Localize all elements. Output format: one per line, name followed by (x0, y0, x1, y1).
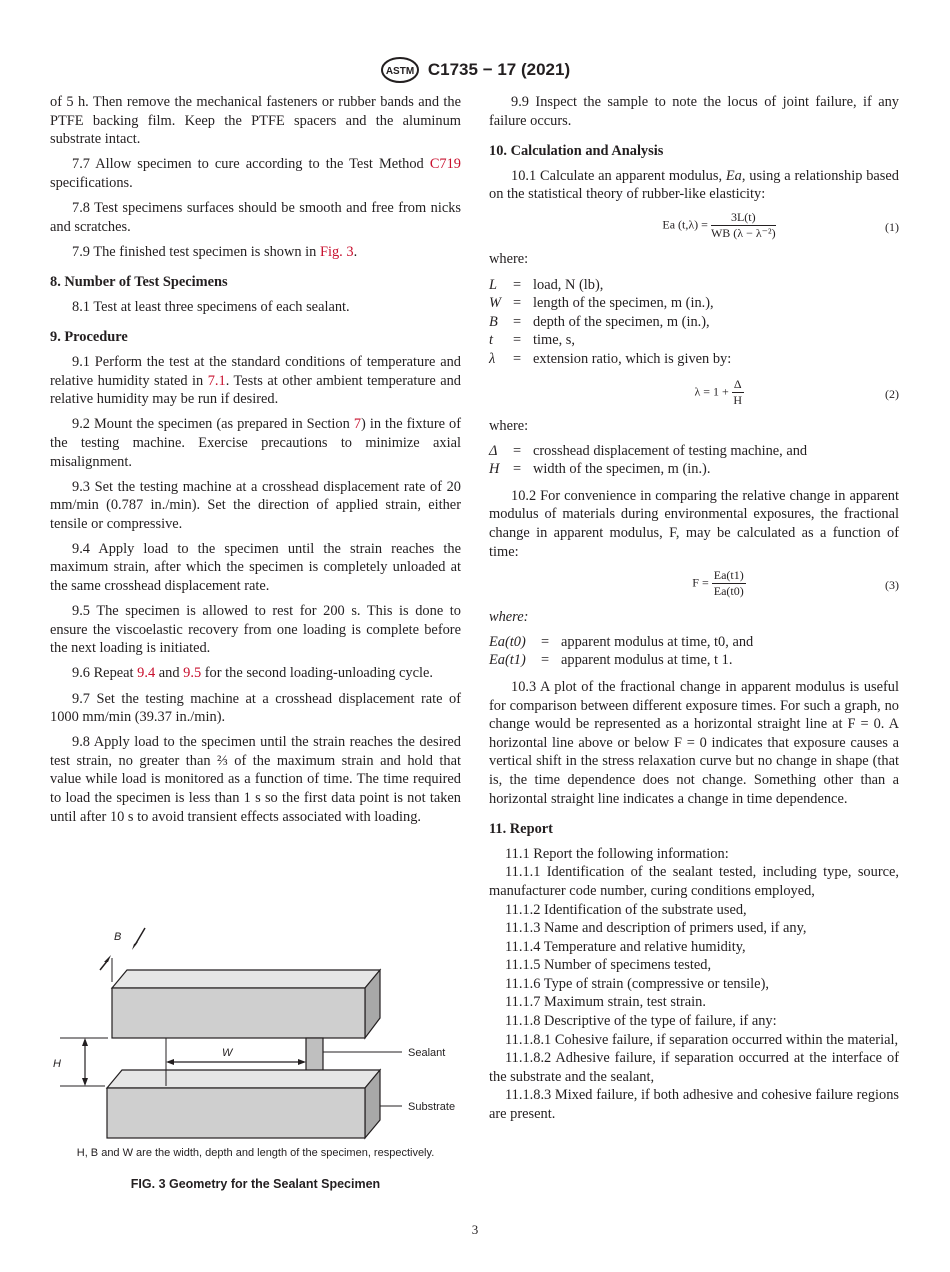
definitions-list-1 (489, 276, 899, 369)
eq2-denominator: H (733, 392, 742, 407)
text: . Tests at other ambient temperature and relative humidity may be run if desired. (50, 372, 461, 408)
eq2-number: (2) (885, 386, 899, 401)
definition-text: apparent modulus at time, t0, and (561, 633, 754, 650)
text: , using a relationship based on the statistical theory of rubber-like elasticity: (489, 167, 899, 203)
link-9-4[interactable]: 9.4 (137, 665, 156, 682)
paragraph-10-1 (489, 167, 899, 204)
definition-symbol: t (489, 332, 493, 349)
link-c719[interactable]: C719 (429, 156, 461, 173)
definition-text: crosshead displacement of testing machine, and (533, 442, 808, 459)
eq3-denominator: Ea(t0) (713, 583, 744, 598)
paragraph-9-2 (50, 415, 461, 471)
where-label-1: where: (489, 251, 529, 268)
text: 7.9 The finished test specimen is shown in (72, 243, 317, 260)
paragraph-10-2: 10.2 For convenience in comparing the relative change in apparent modulus of materials during environmental exposures, the fractional change in apparent modulus, F, may be calculated as a function of time: (489, 487, 899, 560)
h-arrowhead-bottom (82, 1078, 88, 1086)
equation-2 (489, 377, 899, 411)
top-block-top-face (112, 970, 380, 988)
paragraph-9-6 (50, 664, 461, 683)
astm-logo-icon (380, 56, 420, 84)
right-column (489, 93, 899, 1124)
definition-equals: = (513, 350, 522, 367)
paragraph-9-3: 9.3 Set the testing machine at a crosshead displacement rate of 20 mm/min (0.787 in./min). Set the direction of applied strain, either tensile or compressive. (50, 478, 461, 532)
definition-row (489, 276, 899, 295)
heading-section-9: 9. Procedure (50, 329, 128, 346)
b-arrowhead-top (132, 942, 138, 950)
symbol-ea: Ea (725, 167, 742, 184)
report-item: 11.1.6 Type of strain (compressive or tensile), (505, 975, 769, 992)
where-label-3: where: (489, 608, 529, 625)
paragraph-9-7: 9.7 Set the testing machine at a crosshead displacement rate of 1000 mm/min (39.37 in./min). (50, 690, 461, 726)
paragraph-9-8: 9.8 Apply load to the specimen until the strain reaches the desired test strain, no greater than ⅔ of the maximum strain and hold that value while load is monitored as a function of time. The time required to load the specimen is less than 1 s so the first data point is not taken until after 10 s to avoid transient effects associated with loading. (50, 734, 461, 825)
b-arrowhead-bottom (104, 955, 111, 962)
definition-symbol: λ (489, 350, 496, 367)
text: . (353, 243, 358, 260)
report-item: 11.1.3 Name and description of primers used, if any, (505, 920, 807, 937)
report-item: 11.1.5 Number of specimens tested, (505, 957, 712, 974)
definition-text: apparent modulus at time, t 1. (561, 652, 733, 669)
heading-section-11: 11. Report (489, 821, 553, 838)
document-code: C1735 − 17 (2021) (427, 60, 571, 79)
definition-text: length of the specimen, m (in.), (533, 295, 714, 312)
definition-text: load, N (lb), (533, 276, 604, 293)
text: 9.1 Perform the test at the standard conditions of temperature and relative humidity stated in (50, 354, 461, 389)
text: and (158, 665, 180, 682)
heading-section-8: 8. Number of Test Specimens (50, 274, 228, 291)
link-fig-3[interactable]: Fig. 3 (319, 243, 354, 260)
bottom-block-top-face (107, 1070, 380, 1088)
definition-equals: = (513, 332, 522, 349)
figure-caption: H, B and W are the width, depth and length of the specimen, respectively. (76, 1147, 435, 1159)
page-number: 3 (471, 1222, 479, 1237)
paragraph-9-9: 9.9 Inspect the sample to note the locus of joint failure, if any failure occurs. (489, 94, 899, 129)
definition-equals: = (513, 313, 522, 330)
eq3-number: (3) (885, 577, 899, 592)
paragraph-7-7 (50, 155, 461, 192)
report-item: 11.1.7 Maximum strain, test strain. (505, 994, 706, 1011)
definition-equals: = (513, 461, 522, 478)
definition-text: time, s, (533, 332, 575, 349)
eq1-lhs: Ea (t,λ) = (662, 217, 708, 232)
eq3-lhs: F = (692, 574, 709, 589)
eq2-fraction (732, 377, 744, 408)
paragraph-9-5: 9.5 The specimen is allowed to rest for 200 s. This is done to ensure the viscoelastic recovery from one loading is complete before the next loading is initiated. (50, 603, 461, 657)
text: ) in the fixture of the testing machine. Exercise precautions to minimize axial misalignment. (50, 416, 461, 470)
top-block-front-face (112, 988, 365, 1038)
where-label-2: where: (489, 417, 529, 434)
label-h: H (53, 1058, 61, 1070)
text: for the second loading-unloading cycle. (204, 665, 433, 682)
h-arrowhead-top (82, 1038, 88, 1046)
eq3-numerator: Ea(t1) (713, 567, 744, 582)
definition-symbol: L (489, 276, 498, 293)
eq3-fraction (712, 568, 746, 599)
report-item: 11.1.1 Identification of the sealant tested, including type, source, manufacturer code number, curing conditions employed, (489, 864, 899, 899)
definitions-list-2 (489, 442, 899, 479)
eq1-numerator: 3L(t) (711, 210, 776, 226)
definition-equals: = (513, 295, 522, 312)
label-b: B (114, 931, 122, 943)
definition-symbol: Ea(t1) (489, 652, 526, 669)
definition-equals: = (513, 442, 522, 459)
heading-section-10: 10. Calculation and Analysis (489, 143, 664, 160)
page-header (0, 56, 950, 84)
equation-1 (489, 210, 899, 244)
text: 9.6 Repeat (72, 665, 134, 682)
paragraph-7-9 (50, 243, 461, 262)
definitions-list-3 (489, 633, 899, 670)
paragraph-9-4: 9.4 Apply load to the specimen until the strain reaches the maximum strain, after which the specimen is completely unloaded at the same crosshead displacement rate. (50, 540, 461, 595)
definition-symbol: W (489, 295, 501, 312)
paragraph-continuation: of 5 h. Then remove the mechanical fasteners or rubber bands and the PTFE backing film. Keep the PTFE spacers and the aluminum substrate intact. (50, 94, 461, 148)
definition-row (489, 460, 899, 479)
definition-symbol: H (489, 461, 500, 478)
paragraph-9-1 (50, 353, 461, 409)
report-item: 11.1.2 Identification of the substrate used, (505, 901, 747, 918)
b-arrow-top (135, 928, 145, 945)
link-9-5[interactable]: 9.5 (183, 665, 202, 682)
paragraph-10-3: 10.3 A plot of the fractional change in apparent modulus is useful for comparison between different exposure times. For such a graph, no change would be represented as a horizontal straight line at F = 0. A horizontal line above or below F = 0 indicates that exposure causes a vertical shift in the stress relaxation curve but no change in shape (that is, the time dependence does not change. Something other than a horizontal straight line indicates a change in time dependence. (489, 678, 899, 807)
definition-equals: = (541, 633, 550, 650)
definition-text: depth of the specimen, m (in.), (533, 313, 710, 330)
left-column (50, 93, 461, 833)
definition-row (489, 294, 899, 313)
eq1-number: (1) (885, 220, 899, 235)
logo-text: ASTM (385, 66, 415, 77)
paragraph-7-8: 7.8 Test specimens surfaces should be smooth and free from nicks and scratches. (50, 199, 461, 235)
report-item: 11.1 Report the following information: (505, 845, 729, 862)
report-item: 11.1.8.1 Cohesive failure, if separation occurred within the material, (505, 1031, 899, 1048)
definition-symbol: Δ (489, 442, 498, 459)
figure-3-diagram (50, 920, 461, 1205)
definition-row (489, 350, 899, 369)
link-7-1[interactable]: 7.1 (207, 372, 226, 389)
bottom-block-front-face (107, 1088, 365, 1138)
eq2-numerator: Δ (733, 376, 742, 391)
eq1-denominator: WB (λ − λ⁻²) (710, 226, 776, 241)
definition-row (489, 331, 899, 350)
equation-3 (489, 568, 899, 602)
definition-symbol: B (489, 313, 498, 330)
definition-equals: = (513, 276, 522, 293)
paragraph-8-1: 8.1 Test at least three specimens of each sealant. (72, 298, 350, 315)
w-arrowhead-left (166, 1059, 174, 1065)
link-section-7[interactable]: 7 (353, 416, 362, 433)
report-item: 11.1.8.3 Mixed failure, if both adhesive and cohesive failure regions are present. (489, 1087, 899, 1123)
definition-equals: = (541, 652, 550, 669)
definition-text: width of the specimen, m (in.). (533, 461, 711, 478)
definition-row (489, 313, 899, 332)
definition-row (489, 442, 899, 461)
report-item: 11.1.4 Temperature and relative humidity, (505, 938, 746, 955)
definition-symbol: Ea(t0) (489, 633, 526, 650)
report-item: 11.1.8.2 Adhesive failure, if separation occurred at the interface of the substrate and the sealant, (489, 1050, 899, 1085)
figure-title: FIG. 3 Geometry for the Sealant Specimen (130, 1177, 381, 1191)
eq2-lhs: λ = 1 + (694, 383, 729, 398)
definition-row (489, 651, 899, 670)
definition-text: extension ratio, which is given by: (533, 350, 732, 367)
text: 7.7 Allow specimen to cure according to the Test Method (72, 156, 424, 173)
report-list (489, 845, 899, 1124)
label-sealant: Sealant (408, 1047, 446, 1059)
text: specifications. (50, 174, 133, 191)
w-arrowhead-right (298, 1059, 306, 1065)
label-w: W (222, 1047, 233, 1059)
report-item: 11.1.8 Descriptive of the type of failure, if any: (505, 1013, 777, 1030)
eq1-fraction (711, 210, 776, 241)
label-substrate: Substrate (408, 1101, 456, 1113)
definition-row (489, 633, 899, 652)
text: 10.1 Calculate an apparent modulus, (511, 167, 723, 184)
text: 9.2 Mount the specimen (as prepared in Section (72, 416, 350, 433)
